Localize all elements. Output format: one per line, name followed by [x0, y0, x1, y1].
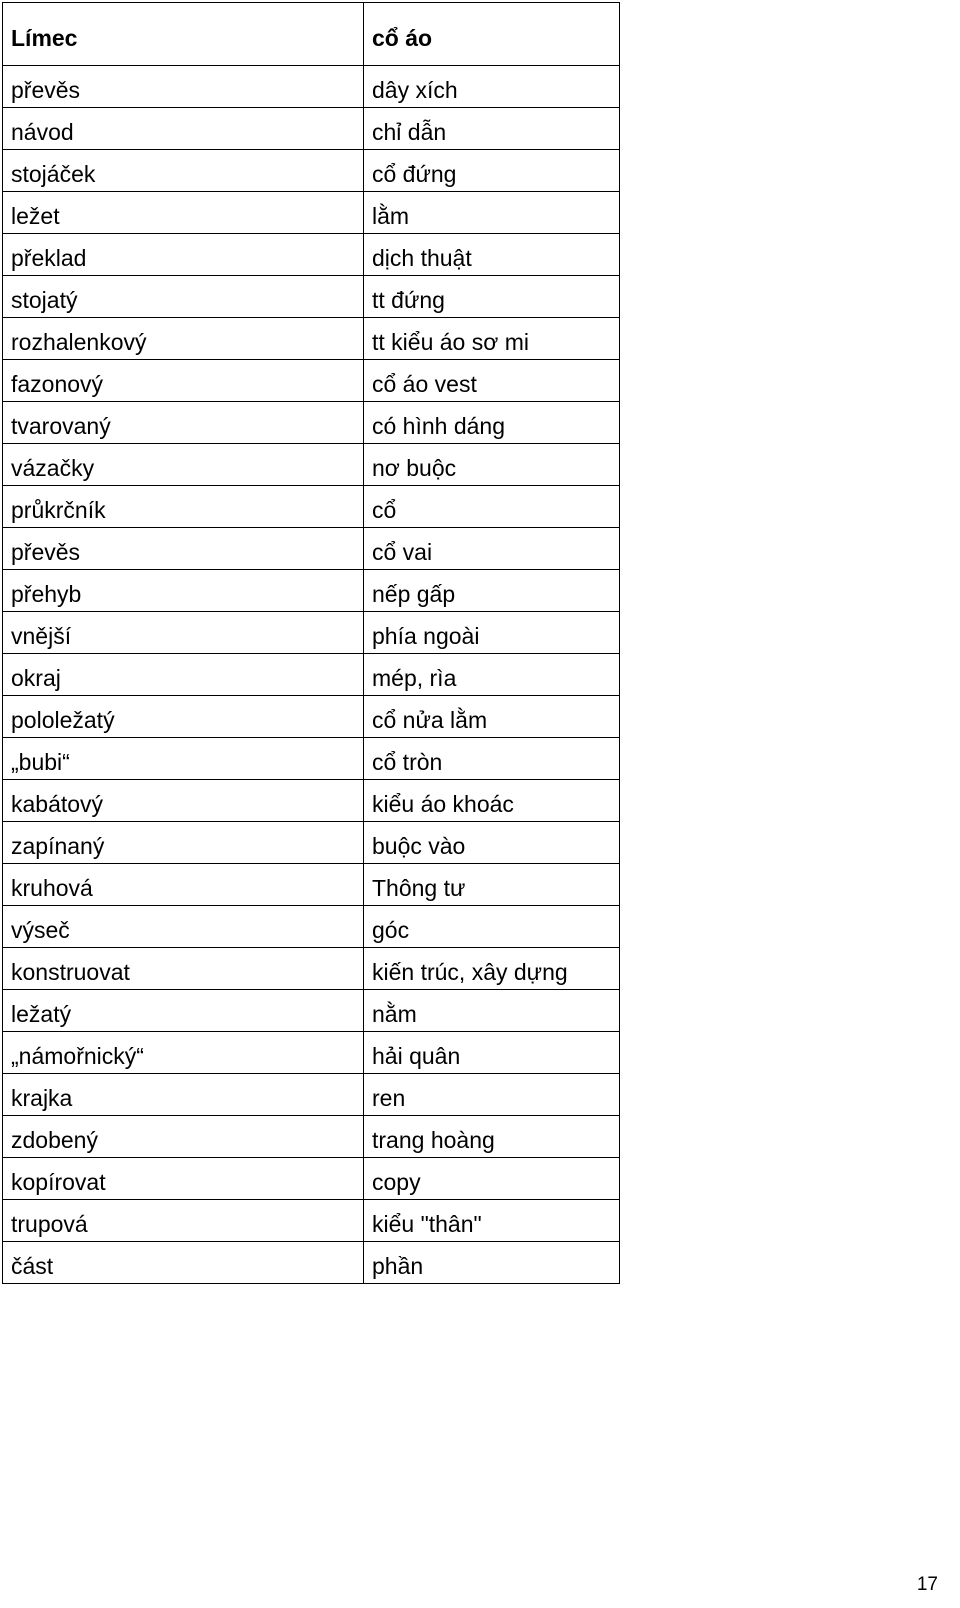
czech-term: ležet — [3, 192, 364, 234]
czech-term: konstruovat — [3, 948, 364, 990]
table-row — [3, 1158, 620, 1200]
czech-term: pololežatý — [3, 696, 364, 738]
table-row — [3, 528, 620, 570]
czech-term: „bubi“ — [3, 738, 364, 780]
czech-term: tvarovaný — [3, 402, 364, 444]
vocabulary-table — [2, 2, 620, 1284]
table-row — [3, 192, 620, 234]
vietnamese-term: dây xích — [364, 66, 620, 108]
czech-term: zapínaný — [3, 822, 364, 864]
czech-term: vázačky — [3, 444, 364, 486]
table-row — [3, 654, 620, 696]
vietnamese-term: cổ tròn — [364, 738, 620, 780]
table-row — [3, 486, 620, 528]
vietnamese-term: tt đứng — [364, 276, 620, 318]
vietnamese-term: hải quân — [364, 1032, 620, 1074]
czech-term: stojatý — [3, 276, 364, 318]
czech-term: převěs — [3, 66, 364, 108]
table-row — [3, 822, 620, 864]
czech-term: rozhalenkový — [3, 318, 364, 360]
czech-term: návod — [3, 108, 364, 150]
vocabulary-table-body — [3, 3, 620, 1284]
czech-term: průkrčník — [3, 486, 364, 528]
table-header-row — [3, 3, 620, 66]
czech-term: kruhová — [3, 864, 364, 906]
czech-term: fazonový — [3, 360, 364, 402]
czech-term: převěs — [3, 528, 364, 570]
vietnamese-term: Thông tư — [364, 864, 620, 906]
vietnamese-term: trang hoàng — [364, 1116, 620, 1158]
table-row — [3, 780, 620, 822]
vietnamese-term: mép, rìa — [364, 654, 620, 696]
vietnamese-term: phía ngoài — [364, 612, 620, 654]
vietnamese-term: góc — [364, 906, 620, 948]
vietnamese-term: nếp gấp — [364, 570, 620, 612]
vietnamese-term: cổ — [364, 486, 620, 528]
table-row — [3, 948, 620, 990]
table-row — [3, 696, 620, 738]
vietnamese-term: kiểu áo khoác — [364, 780, 620, 822]
czech-term: vnější — [3, 612, 364, 654]
table-row — [3, 1242, 620, 1284]
czech-term: „námořnický“ — [3, 1032, 364, 1074]
table-row — [3, 108, 620, 150]
vietnamese-term: cổ đứng — [364, 150, 620, 192]
czech-term: okraj — [3, 654, 364, 696]
vietnamese-term: dịch thuật — [364, 234, 620, 276]
czech-term: krajka — [3, 1074, 364, 1116]
table-row — [3, 234, 620, 276]
czech-term: část — [3, 1242, 364, 1284]
table-row — [3, 906, 620, 948]
czech-term: zdobený — [3, 1116, 364, 1158]
table-row — [3, 738, 620, 780]
vietnamese-term: kiểu "thân" — [364, 1200, 620, 1242]
table-row — [3, 276, 620, 318]
vietnamese-term: buộc vào — [364, 822, 620, 864]
table-row — [3, 1116, 620, 1158]
vietnamese-term: ren — [364, 1074, 620, 1116]
vietnamese-term: cổ vai — [364, 528, 620, 570]
vietnamese-term: tt kiểu áo sơ mi — [364, 318, 620, 360]
czech-term: kopírovat — [3, 1158, 364, 1200]
vietnamese-term: nằm — [364, 990, 620, 1032]
table-row — [3, 150, 620, 192]
vietnamese-term: có hình dáng — [364, 402, 620, 444]
table-row — [3, 612, 620, 654]
vietnamese-term: phần — [364, 1242, 620, 1284]
czech-term: výseč — [3, 906, 364, 948]
header-czech: Límec — [3, 3, 364, 66]
czech-term: překlad — [3, 234, 364, 276]
czech-term: stojáček — [3, 150, 364, 192]
table-row — [3, 864, 620, 906]
table-row — [3, 1074, 620, 1116]
header-vietnamese: cổ áo — [364, 3, 620, 66]
table-row — [3, 1032, 620, 1074]
table-row — [3, 1200, 620, 1242]
table-row — [3, 360, 620, 402]
vietnamese-term: nơ buộc — [364, 444, 620, 486]
czech-term: ležatý — [3, 990, 364, 1032]
table-row — [3, 990, 620, 1032]
czech-term: trupová — [3, 1200, 364, 1242]
table-row — [3, 570, 620, 612]
page-number: 17 — [916, 1574, 938, 1595]
czech-term: přehyb — [3, 570, 364, 612]
table-row — [3, 402, 620, 444]
vietnamese-term: cổ áo vest — [364, 360, 620, 402]
vietnamese-term: copy — [364, 1158, 620, 1200]
table-row — [3, 318, 620, 360]
vietnamese-term: kiến trúc, xây dựng — [364, 948, 620, 990]
table-row — [3, 66, 620, 108]
czech-term: kabátový — [3, 780, 364, 822]
vietnamese-term: chỉ dẫn — [364, 108, 620, 150]
vietnamese-term: lằm — [364, 192, 620, 234]
table-row — [3, 444, 620, 486]
vietnamese-term: cổ nửa lằm — [364, 696, 620, 738]
